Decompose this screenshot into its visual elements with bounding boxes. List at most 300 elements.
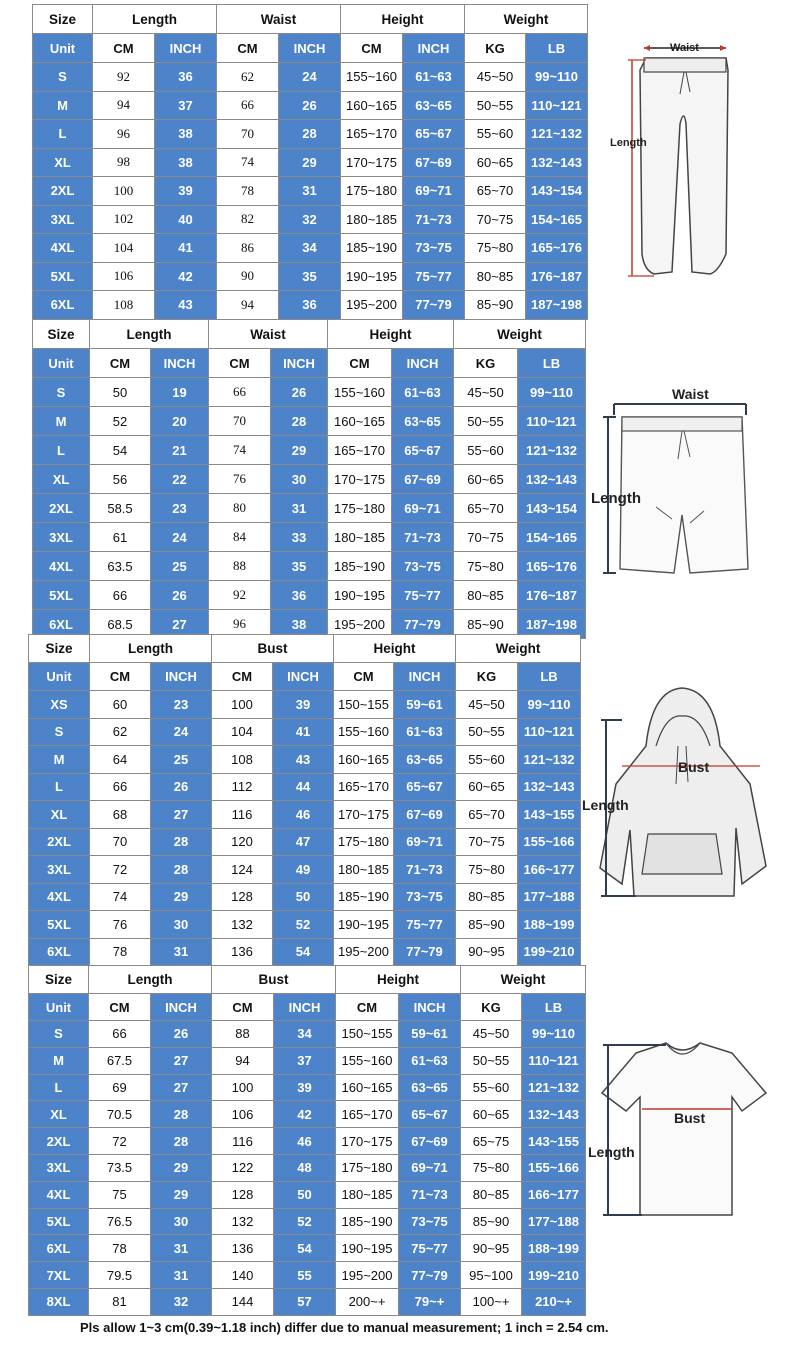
- size-cell: XS: [29, 691, 90, 719]
- value-cell: 78: [217, 177, 279, 206]
- value-cell: 190~195: [336, 1235, 399, 1262]
- header-length: Length: [90, 635, 212, 663]
- value-cell: 26: [279, 91, 341, 120]
- value-cell: 32: [151, 1288, 212, 1315]
- value-cell: 132~143: [522, 1101, 586, 1128]
- value-cell: 80: [209, 494, 271, 523]
- unit-cell: INCH: [271, 349, 328, 378]
- unit-cell: INCH: [399, 994, 461, 1021]
- value-cell: 21: [151, 436, 209, 465]
- value-cell: 77~79: [394, 938, 456, 966]
- value-cell: 50~55: [465, 91, 526, 120]
- unit-cell: INCH: [279, 34, 341, 63]
- value-cell: 72: [89, 1128, 151, 1155]
- value-cell: 63~65: [399, 1074, 461, 1101]
- value-cell: 38: [155, 148, 217, 177]
- size-cell: S: [33, 63, 93, 92]
- value-cell: 84: [209, 523, 271, 552]
- table-row: [29, 856, 581, 884]
- table-row: [33, 291, 588, 320]
- value-cell: 19: [151, 378, 209, 407]
- value-cell: 190~195: [334, 911, 394, 939]
- unit-row: [33, 349, 586, 378]
- tshirt-diagram: [586, 965, 776, 1315]
- value-cell: 60~65: [461, 1101, 522, 1128]
- value-cell: 175~180: [336, 1154, 399, 1181]
- value-cell: 63~65: [394, 746, 456, 774]
- table-row: [29, 718, 581, 746]
- value-cell: 85~90: [456, 911, 518, 939]
- value-cell: 106: [212, 1101, 274, 1128]
- value-cell: 31: [279, 177, 341, 206]
- value-cell: 35: [271, 552, 328, 581]
- value-cell: 132: [212, 1208, 274, 1235]
- value-cell: 61~63: [394, 718, 456, 746]
- value-cell: 121~132: [526, 120, 588, 149]
- table-row: [29, 1262, 586, 1289]
- value-cell: 26: [271, 378, 328, 407]
- value-cell: 70: [90, 828, 151, 856]
- value-cell: 52: [274, 1208, 336, 1235]
- table-row: [29, 883, 581, 911]
- value-cell: 85~90: [454, 610, 518, 639]
- size-cell: 2XL: [33, 177, 93, 206]
- value-cell: 96: [209, 610, 271, 639]
- value-cell: 63.5: [90, 552, 151, 581]
- value-cell: 27: [151, 610, 209, 639]
- unit-row: [33, 34, 588, 63]
- unit-cell: LB: [526, 34, 588, 63]
- value-cell: 94: [217, 291, 279, 320]
- value-cell: 154~165: [526, 205, 588, 234]
- unit-row: [29, 994, 586, 1021]
- value-cell: 75~80: [461, 1154, 522, 1181]
- value-cell: 75~77: [399, 1235, 461, 1262]
- value-cell: 180~185: [328, 523, 392, 552]
- value-cell: 27: [151, 1074, 212, 1101]
- value-cell: 59~61: [399, 1021, 461, 1048]
- value-cell: 56: [90, 465, 151, 494]
- value-cell: 61: [90, 523, 151, 552]
- header-weight: Weight: [465, 5, 588, 34]
- value-cell: 166~177: [522, 1181, 586, 1208]
- table-row: [33, 205, 588, 234]
- size-cell: L: [33, 120, 93, 149]
- unit-cell: INCH: [151, 994, 212, 1021]
- size-table: [28, 965, 586, 1316]
- size-cell: 4XL: [33, 234, 93, 263]
- value-cell: 112: [212, 773, 273, 801]
- value-cell: 75~80: [454, 552, 518, 581]
- value-cell: 50~55: [456, 718, 518, 746]
- value-cell: 73~75: [403, 234, 465, 263]
- header-size: Size: [29, 966, 89, 994]
- value-cell: 28: [151, 856, 212, 884]
- value-cell: 66: [217, 91, 279, 120]
- size-cell: 5XL: [33, 262, 93, 291]
- value-cell: 31: [271, 494, 328, 523]
- value-cell: 81: [89, 1288, 151, 1315]
- unit-cell: CM: [89, 994, 151, 1021]
- value-cell: 25: [151, 746, 212, 774]
- value-cell: 175~180: [328, 494, 392, 523]
- value-cell: 65~70: [465, 177, 526, 206]
- value-cell: 170~175: [334, 801, 394, 829]
- value-cell: 104: [212, 718, 273, 746]
- unit-cell: INCH: [392, 349, 454, 378]
- value-cell: 31: [151, 1235, 212, 1262]
- value-cell: 106: [93, 262, 155, 291]
- value-cell: 155~160: [328, 378, 392, 407]
- value-cell: 47: [273, 828, 334, 856]
- value-cell: 75~77: [403, 262, 465, 291]
- value-cell: 75~77: [392, 581, 454, 610]
- value-cell: 50: [274, 1181, 336, 1208]
- value-cell: 98: [93, 148, 155, 177]
- value-cell: 25: [151, 552, 209, 581]
- header-size: Size: [33, 5, 93, 34]
- value-cell: 90~95: [456, 938, 518, 966]
- value-cell: 63~65: [392, 407, 454, 436]
- value-cell: 180~185: [341, 205, 403, 234]
- value-cell: 70~75: [465, 205, 526, 234]
- table-body: [33, 349, 586, 639]
- value-cell: 42: [274, 1101, 336, 1128]
- header-height: Height: [341, 5, 465, 34]
- table-row: [33, 177, 588, 206]
- unit-cell: CM: [212, 663, 273, 691]
- value-cell: 188~199: [522, 1235, 586, 1262]
- value-cell: 69~71: [392, 494, 454, 523]
- unit-cell: INCH: [155, 34, 217, 63]
- table-row: [33, 552, 586, 581]
- value-cell: 79~+: [399, 1288, 461, 1315]
- value-cell: 92: [93, 63, 155, 92]
- value-cell: 180~185: [336, 1181, 399, 1208]
- value-cell: 34: [274, 1021, 336, 1048]
- value-cell: 20: [151, 407, 209, 436]
- value-cell: 26: [151, 581, 209, 610]
- size-cell: 3XL: [33, 523, 90, 552]
- unit-cell: CM: [217, 34, 279, 63]
- value-cell: 66: [90, 773, 151, 801]
- value-cell: 185~190: [336, 1208, 399, 1235]
- size-cell: 4XL: [33, 552, 90, 581]
- value-cell: 160~165: [341, 91, 403, 120]
- value-cell: 190~195: [328, 581, 392, 610]
- value-cell: 24: [151, 718, 212, 746]
- value-cell: 90: [217, 262, 279, 291]
- value-cell: 170~175: [328, 465, 392, 494]
- value-cell: 102: [93, 205, 155, 234]
- value-cell: 45~50: [461, 1021, 522, 1048]
- value-cell: 31: [151, 1262, 212, 1289]
- value-cell: 36: [155, 63, 217, 92]
- value-cell: 110~121: [518, 718, 581, 746]
- value-cell: 185~190: [334, 883, 394, 911]
- header-length: Length: [89, 966, 212, 994]
- header-size: Size: [29, 635, 90, 663]
- value-cell: 65~70: [454, 494, 518, 523]
- value-cell: 46: [273, 801, 334, 829]
- value-cell: 144: [212, 1288, 274, 1315]
- value-cell: 64: [90, 746, 151, 774]
- value-cell: 38: [271, 610, 328, 639]
- size-cell: M: [29, 1047, 89, 1074]
- value-cell: 140: [212, 1262, 274, 1289]
- value-cell: 155~160: [336, 1047, 399, 1074]
- value-cell: 199~210: [522, 1262, 586, 1289]
- size-cell: M: [33, 91, 93, 120]
- value-cell: 26: [151, 1021, 212, 1048]
- value-cell: 120: [212, 828, 273, 856]
- value-cell: 75: [89, 1181, 151, 1208]
- header-row: [29, 966, 586, 994]
- size-chart-tshirt: [28, 965, 585, 1315]
- size-cell: 6XL: [33, 291, 93, 320]
- value-cell: 30: [271, 465, 328, 494]
- value-cell: 22: [151, 465, 209, 494]
- size-cell: 7XL: [29, 1262, 89, 1289]
- table-row: [33, 148, 588, 177]
- unit-cell: KG: [461, 994, 522, 1021]
- length-label: Length: [582, 797, 629, 813]
- unit-cell: INCH: [151, 349, 209, 378]
- size-cell: L: [29, 1074, 89, 1101]
- length-label: Length: [588, 1144, 635, 1160]
- value-cell: 92: [209, 581, 271, 610]
- size-table: [28, 634, 581, 966]
- value-cell: 155~166: [522, 1154, 586, 1181]
- value-cell: 143~154: [518, 494, 586, 523]
- value-cell: 68: [90, 801, 151, 829]
- value-cell: 48: [274, 1154, 336, 1181]
- value-cell: 175~180: [334, 828, 394, 856]
- unit-cell: KG: [456, 663, 518, 691]
- value-cell: 74: [209, 436, 271, 465]
- header-weight: Weight: [456, 635, 581, 663]
- value-cell: 100: [212, 1074, 274, 1101]
- size-cell: S: [29, 1021, 89, 1048]
- table-row: [33, 120, 588, 149]
- value-cell: 94: [212, 1047, 274, 1074]
- value-cell: 65~70: [456, 801, 518, 829]
- table-row: [29, 1021, 586, 1048]
- value-cell: 74: [217, 148, 279, 177]
- table-row: [29, 746, 581, 774]
- size-chart-pants: [32, 4, 587, 318]
- unit-cell: CM: [90, 349, 151, 378]
- value-cell: 85~90: [465, 291, 526, 320]
- table-row: [29, 801, 581, 829]
- value-cell: 54: [90, 436, 151, 465]
- value-cell: 187~198: [518, 610, 586, 639]
- value-cell: 104: [93, 234, 155, 263]
- value-cell: 70: [217, 120, 279, 149]
- value-cell: 166~177: [518, 856, 581, 884]
- value-cell: 70: [209, 407, 271, 436]
- value-cell: 73~75: [394, 883, 456, 911]
- table-row: [29, 911, 581, 939]
- table-row: [29, 1128, 586, 1155]
- value-cell: 170~175: [341, 148, 403, 177]
- value-cell: 150~155: [336, 1021, 399, 1048]
- value-cell: 67.5: [89, 1047, 151, 1074]
- value-cell: 76.5: [89, 1208, 151, 1235]
- header-row: [29, 635, 581, 663]
- table-row: [29, 828, 581, 856]
- value-cell: 36: [279, 291, 341, 320]
- value-cell: 66: [89, 1021, 151, 1048]
- value-cell: 176~187: [526, 262, 588, 291]
- value-cell: 55~60: [461, 1074, 522, 1101]
- table-body: [33, 34, 588, 320]
- value-cell: 88: [212, 1021, 274, 1048]
- value-cell: 55~60: [465, 120, 526, 149]
- size-cell: XL: [29, 1101, 89, 1128]
- value-cell: 155~160: [334, 718, 394, 746]
- size-cell: 2XL: [29, 828, 90, 856]
- value-cell: 54: [274, 1235, 336, 1262]
- value-cell: 46: [274, 1128, 336, 1155]
- value-cell: 132~143: [526, 148, 588, 177]
- value-cell: 52: [273, 911, 334, 939]
- value-cell: 79.5: [89, 1262, 151, 1289]
- header-height: Height: [328, 320, 454, 349]
- unit-cell: LB: [518, 349, 586, 378]
- waist-label: Waist: [670, 42, 699, 54]
- value-cell: 76: [209, 465, 271, 494]
- value-cell: 121~132: [522, 1074, 586, 1101]
- header-size: Size: [33, 320, 90, 349]
- value-cell: 54: [273, 938, 334, 966]
- size-cell: S: [33, 378, 90, 407]
- value-cell: 69~71: [399, 1154, 461, 1181]
- value-cell: 34: [279, 234, 341, 263]
- value-cell: 70~75: [456, 828, 518, 856]
- unit-cell: KG: [454, 349, 518, 378]
- size-cell: 5XL: [33, 581, 90, 610]
- table-row: [33, 378, 586, 407]
- unit-cell: CM: [336, 994, 399, 1021]
- value-cell: 195~200: [328, 610, 392, 639]
- header-bust: Bust: [212, 966, 336, 994]
- value-cell: 44: [273, 773, 334, 801]
- value-cell: 67~69: [403, 148, 465, 177]
- size-cell: XL: [29, 801, 90, 829]
- value-cell: 58.5: [90, 494, 151, 523]
- unit-cell: INCH: [394, 663, 456, 691]
- header-weight: Weight: [461, 966, 586, 994]
- value-cell: 121~132: [518, 746, 581, 774]
- value-cell: 99~110: [526, 63, 588, 92]
- value-cell: 42: [155, 262, 217, 291]
- header-height: Height: [336, 966, 461, 994]
- table-body: [29, 663, 581, 966]
- value-cell: 65~67: [403, 120, 465, 149]
- value-cell: 86: [217, 234, 279, 263]
- value-cell: 96: [93, 120, 155, 149]
- value-cell: 41: [155, 234, 217, 263]
- size-cell: M: [29, 746, 90, 774]
- value-cell: 65~75: [461, 1128, 522, 1155]
- value-cell: 71~73: [403, 205, 465, 234]
- size-table: [32, 319, 586, 639]
- unit-header: Unit: [33, 349, 90, 378]
- value-cell: 57: [274, 1288, 336, 1315]
- waist-label: Waist: [672, 386, 709, 402]
- unit-header: Unit: [29, 663, 90, 691]
- table-row: [29, 1154, 586, 1181]
- bust-label: Bust: [674, 1110, 706, 1126]
- size-cell: 5XL: [29, 911, 90, 939]
- size-cell: 4XL: [29, 1181, 89, 1208]
- value-cell: 35: [279, 262, 341, 291]
- value-cell: 23: [151, 494, 209, 523]
- table-row: [29, 1181, 586, 1208]
- value-cell: 30: [151, 911, 212, 939]
- value-cell: 199~210: [518, 938, 581, 966]
- value-cell: 28: [151, 1128, 212, 1155]
- unit-cell: LB: [522, 994, 586, 1021]
- value-cell: 66: [90, 581, 151, 610]
- unit-cell: CM: [334, 663, 394, 691]
- value-cell: 136: [212, 938, 273, 966]
- value-cell: 77~79: [403, 291, 465, 320]
- size-cell: L: [33, 436, 90, 465]
- value-cell: 99~110: [518, 378, 586, 407]
- unit-cell: INCH: [403, 34, 465, 63]
- size-cell: 6XL: [29, 938, 90, 966]
- value-cell: 43: [273, 746, 334, 774]
- value-cell: 80~85: [456, 883, 518, 911]
- value-cell: 128: [212, 883, 273, 911]
- value-cell: 50: [90, 378, 151, 407]
- value-cell: 73.5: [89, 1154, 151, 1181]
- value-cell: 177~188: [518, 883, 581, 911]
- table-row: [29, 1235, 586, 1262]
- size-cell: 5XL: [29, 1208, 89, 1235]
- value-cell: 28: [151, 1101, 212, 1128]
- value-cell: 39: [155, 177, 217, 206]
- value-cell: 70~75: [454, 523, 518, 552]
- value-cell: 55~60: [454, 436, 518, 465]
- value-cell: 100: [212, 691, 273, 719]
- value-cell: 155~160: [341, 63, 403, 92]
- value-cell: 80~85: [461, 1181, 522, 1208]
- table-row: [33, 523, 586, 552]
- shorts-diagram: [586, 319, 776, 632]
- size-cell: 3XL: [29, 1154, 89, 1181]
- value-cell: 32: [279, 205, 341, 234]
- value-cell: 67~69: [399, 1128, 461, 1155]
- value-cell: 28: [279, 120, 341, 149]
- value-cell: 185~190: [328, 552, 392, 581]
- value-cell: 60~65: [465, 148, 526, 177]
- value-cell: 188~199: [518, 911, 581, 939]
- value-cell: 187~198: [526, 291, 588, 320]
- value-cell: 61~63: [399, 1047, 461, 1074]
- value-cell: 60: [90, 691, 151, 719]
- value-cell: 27: [151, 1047, 212, 1074]
- value-cell: 143~155: [518, 801, 581, 829]
- value-cell: 94: [93, 91, 155, 120]
- value-cell: 65~67: [392, 436, 454, 465]
- value-cell: 39: [273, 691, 334, 719]
- value-cell: 122: [212, 1154, 274, 1181]
- value-cell: 50: [273, 883, 334, 911]
- value-cell: 155~166: [518, 828, 581, 856]
